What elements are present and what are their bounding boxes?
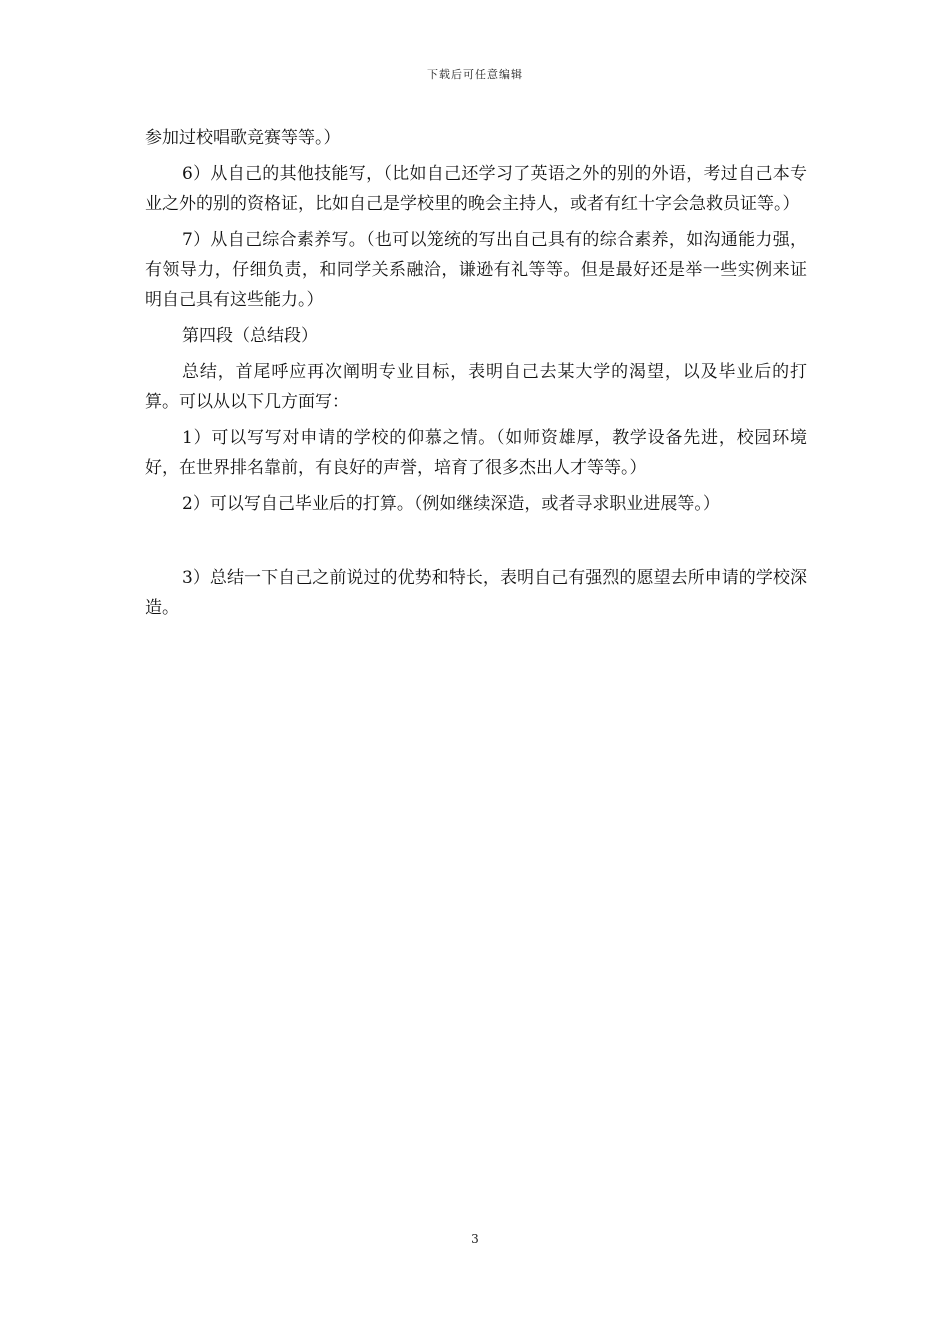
paragraph-continuation: 参加过校唱歌竞赛等等。） [145,128,341,148]
paragraph-summary-item-1: 1）可以写写对申请的学校的仰慕之情。（如师资雄厚，教学设备先进，校园环境好，在世界排名靠前，有良好的声誉，培育了很多杰出人才等等。） [145,428,807,478]
paragraph-item-6-skills: 6）从自己的其他技能写，（比如自己还学习了英语之外的别的外语，考过自己本专业之外的别的资格证，比如自己是学校里的晚会主持人，或者有红十字会急救员证等。） [145,164,807,214]
paragraph-summary-intro: 总结，首尾呼应再次阐明专业目标，表明自己去某大学的渴望，以及毕业后的打算。可以从以下几方面写： [145,362,807,412]
paragraph-item-7-qualities: 7）从自己综合素养写。（也可以笼统的写出自己具有的综合素养，如沟通能力强，有领导力，仔细负责，和同学关系融洽，谦逊有礼等等。但是最好还是举一些实例来证明自己具有这些能力。） [145,230,807,310]
paragraph-summary-item-2: 2）可以写自己毕业后的打算。（例如继续深造，或者寻求职业进展等。） [182,494,720,514]
page-header: 下载后可任意编辑 [427,68,523,81]
paragraph-summary-item-3: 3）总结一下自己之前说过的优势和特长，表明自己有强烈的愿望去所申请的学校深造。 [145,568,807,618]
document-body [145,123,807,629]
section-heading-paragraph-4: 第四段（总结段） [182,326,318,346]
blank-line [145,525,807,563]
page-number: 3 [471,1232,479,1246]
